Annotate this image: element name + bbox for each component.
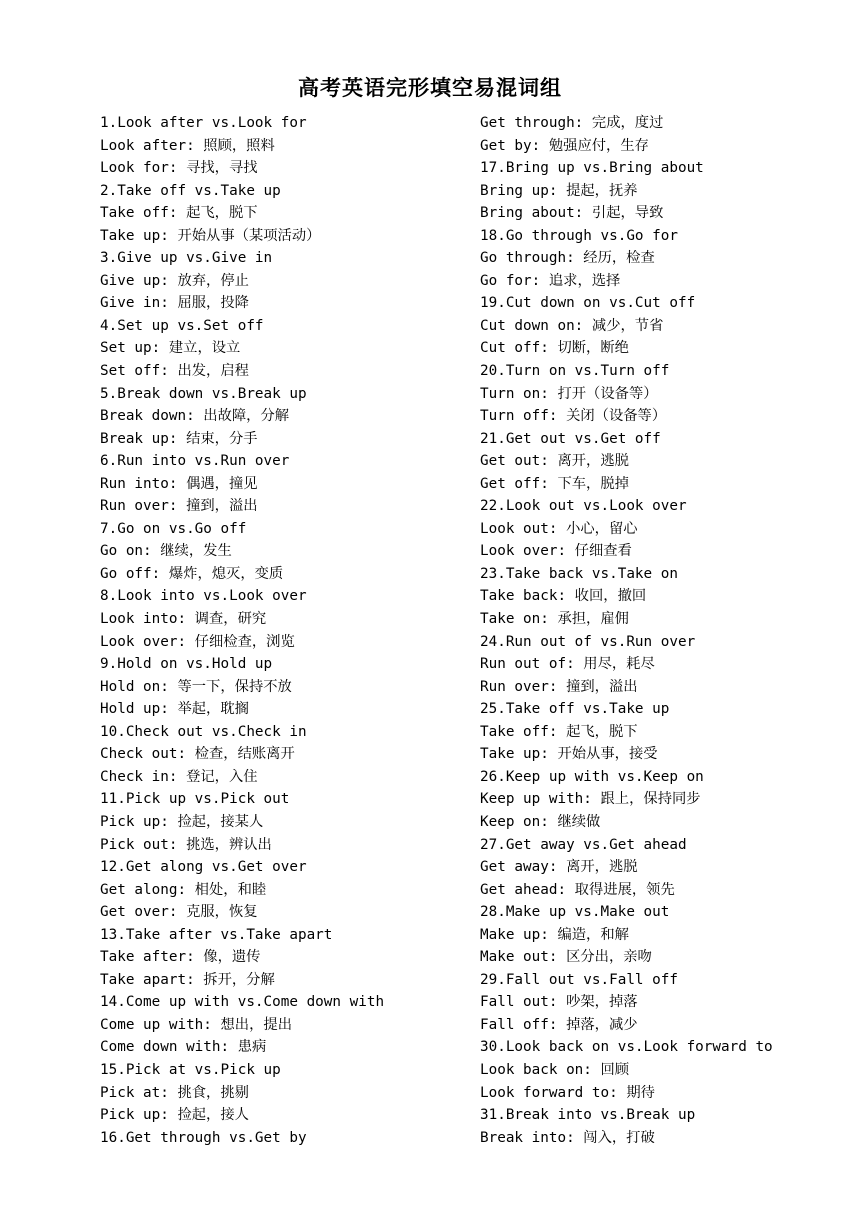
phrase-line: 21.Get out vs.Get off [480, 430, 661, 447]
phrase-line: 18.Go through vs.Go for [480, 227, 678, 244]
phrase-line: Keep on: 继续做 [480, 813, 601, 830]
phrase-line: Take apart: 拆开，分解 [100, 971, 275, 988]
phrase-line: Go on: 继续，发生 [100, 543, 232, 560]
phrase-line: 22.Look out vs.Look over [480, 498, 687, 515]
phrase-line: 15.Pick at vs.Pick up [100, 1061, 281, 1078]
phrase-line: Get out: 离开，逃脱 [480, 453, 629, 470]
phrase-line: Cut down on: 减少，节省 [480, 317, 664, 334]
phrase-line: Pick at: 挑食，挑剔 [100, 1084, 249, 1101]
phrase-line: 20.Turn on vs.Turn off [480, 363, 670, 380]
phrase-line: Take up: 开始从事，接受 [480, 746, 658, 763]
phrase-line: 10.Check out vs.Check in [100, 723, 307, 740]
phrase-line: Check in: 登记，入住 [100, 768, 258, 785]
phrase-line: Come up with: 想出，提出 [100, 1016, 292, 1033]
phrase-line: Give in: 屈服，投降 [100, 295, 249, 312]
phrase-line: 27.Get away vs.Get ahead [480, 836, 687, 853]
phrase-line: Take on: 承担，雇佣 [480, 611, 629, 628]
page-title: 高考英语完形填空易混词组 [298, 76, 562, 100]
phrase-line: Go off: 爆炸，熄灭，变质 [100, 565, 284, 582]
phrase-line: 28.Make up vs.Make out [480, 904, 670, 921]
left-column [100, 112, 470, 1149]
phrase-line: Fall out: 吵架，掉落 [480, 994, 638, 1011]
phrase-line: 5.Break down vs.Break up [100, 385, 307, 402]
phrase-line: Hold up: 举起，耽搁 [100, 701, 249, 718]
phrase-line: 29.Fall out vs.Fall off [480, 971, 678, 988]
phrase-line: Make up: 编造，和解 [480, 926, 629, 943]
phrase-line: Get ahead: 取得进展，领先 [480, 881, 675, 898]
phrase-line: Take off: 起飞，脱下 [480, 723, 638, 740]
phrase-line: Pick up: 捡起，接某人 [100, 813, 264, 830]
phrase-line: Run over: 撞到，溢出 [480, 678, 638, 695]
phrase-line: Look out: 小心，留心 [480, 520, 638, 537]
phrase-line: Bring about: 引起，导致 [480, 205, 664, 222]
phrase-line: 24.Run out of vs.Run over [480, 633, 696, 650]
phrase-line: 17.Bring up vs.Bring about [480, 160, 704, 177]
phrase-line: Turn on: 打开（设备等） [480, 385, 658, 402]
phrase-line: Get by: 勉强应付，生存 [480, 137, 649, 154]
phrase-line: Break up: 结束，分手 [100, 430, 258, 447]
right-column [480, 112, 850, 1149]
phrase-line: Take off: 起飞，脱下 [100, 205, 258, 222]
phrase-line: Break into: 闯入，打破 [480, 1129, 655, 1146]
phrase-line: Pick out: 挑选，辨认出 [100, 836, 272, 853]
phrase-line: Hold on: 等一下，保持不放 [100, 678, 292, 695]
phrase-line: Cut off: 切断，断绝 [480, 340, 629, 357]
phrase-line: Get off: 下车，脱掉 [480, 475, 629, 492]
phrase-line: 19.Cut down on vs.Cut off [480, 295, 696, 312]
phrase-line: Look after: 照顾，照料 [100, 137, 275, 154]
phrase-line: Set off: 出发，启程 [100, 363, 249, 380]
phrase-line: 3.Give up vs.Give in [100, 250, 273, 267]
phrase-line: Run out of: 用尽，耗尽 [480, 656, 655, 673]
phrase-line: 9.Hold on vs.Hold up [100, 656, 273, 673]
phrase-line: Give up: 放弃，停止 [100, 272, 249, 289]
phrase-line: 25.Take off vs.Take up [480, 701, 670, 718]
phrase-line: Get away: 离开，逃脱 [480, 859, 638, 876]
phrase-line: Come down with: 患病 [100, 1039, 267, 1056]
phrase-line: Set up: 建立，设立 [100, 340, 241, 357]
phrase-line: Take after: 像，遗传 [100, 949, 261, 966]
phrase-line: Get over: 克服，恢复 [100, 904, 258, 921]
phrase-line: 23.Take back vs.Take on [480, 565, 678, 582]
phrase-line: 16.Get through vs.Get by [100, 1129, 307, 1146]
phrase-line: Look over: 仔细查看 [480, 543, 632, 560]
phrase-line: Get through: 完成，度过 [480, 115, 664, 131]
phrase-line: 30.Look back on vs.Look forward to [480, 1039, 773, 1056]
phrase-line: 1.Look after vs.Look for [100, 115, 307, 131]
phrase-line: 13.Take after vs.Take apart [100, 926, 333, 943]
phrase-line: 14.Come up with vs.Come down with [100, 994, 385, 1011]
phrase-line: 2.Take off vs.Take up [100, 182, 281, 199]
phrase-line: 8.Look into vs.Look over [100, 588, 307, 605]
phrase-line: 31.Break into vs.Break up [480, 1107, 696, 1124]
phrase-line: 4.Set up vs.Set off [100, 317, 264, 334]
phrase-line: Go through: 经历，检查 [480, 250, 655, 267]
phrase-line: Turn off: 关闭（设备等） [480, 408, 667, 425]
phrase-line: 6.Run into vs.Run over [100, 453, 290, 470]
phrase-line: Look back on: 回顾 [480, 1061, 630, 1078]
phrase-line: 12.Get along vs.Get over [100, 859, 307, 876]
phrase-line: Run into: 偶遇，撞见 [100, 475, 258, 492]
phrase-line: Take up: 开始从事（某项活动） [100, 227, 321, 244]
phrase-line: Pick up: 捡起，接人 [100, 1107, 249, 1124]
phrase-line: 26.Keep up with vs.Keep on [480, 768, 704, 785]
phrase-line: Look forward to: 期待 [480, 1084, 655, 1101]
phrase-line: Run over: 撞到，溢出 [100, 498, 258, 515]
phrase-line: Look over: 仔细检查，浏览 [100, 633, 295, 650]
phrase-line: Look into: 调查，研究 [100, 611, 267, 628]
phrase-line: 7.Go on vs.Go off [100, 520, 247, 537]
phrase-line: Check out: 检查，结账离开 [100, 746, 295, 763]
phrase-line: Go for: 追求，选择 [480, 272, 621, 289]
phrase-line: Keep up with: 跟上，保持同步 [480, 791, 701, 808]
phrase-line: Make out: 区分出，亲吻 [480, 949, 652, 966]
phrase-line: Look for: 寻找，寻找 [100, 160, 258, 177]
phrase-line: Take back: 收回，撤回 [480, 588, 647, 605]
phrase-line: Fall off: 掉落，减少 [480, 1016, 638, 1033]
phrase-line: Bring up: 提起，抚养 [480, 182, 638, 199]
phrase-line: Get along: 相处，和睦 [100, 881, 267, 898]
phrase-line: Break down: 出故障，分解 [100, 408, 290, 425]
phrase-line: 11.Pick up vs.Pick out [100, 791, 290, 808]
